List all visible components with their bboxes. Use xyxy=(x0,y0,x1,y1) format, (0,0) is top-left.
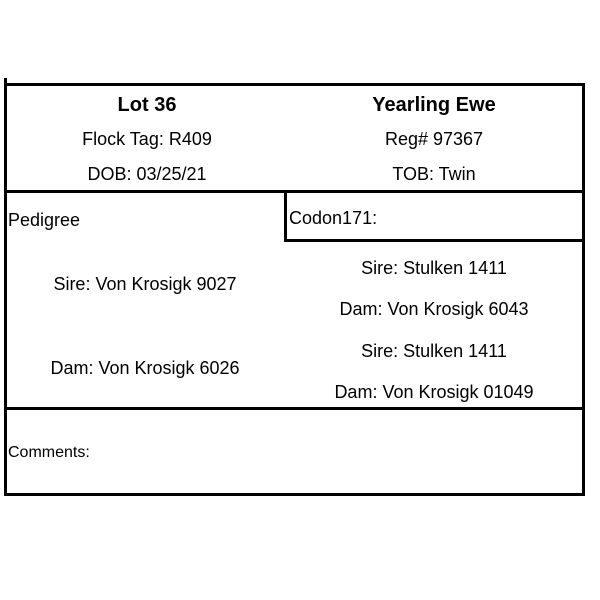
dam: Dam: Von Krosigk 6026 xyxy=(50,358,240,378)
pedigree-label: Pedigree xyxy=(8,210,81,230)
dam-dam: Dam: Von Krosigk 01049 xyxy=(334,382,534,402)
card-bottom-border xyxy=(5,493,585,496)
type-of-birth: TOB: Twin xyxy=(392,164,476,184)
codon-box-bottom-border xyxy=(284,239,585,242)
flock-tag: Flock Tag: R409 xyxy=(82,129,212,149)
sire: Sire: Von Krosigk 9027 xyxy=(53,274,237,294)
card-left-border xyxy=(4,78,7,496)
date-of-birth: DOB: 03/25/21 xyxy=(87,164,207,184)
animal-class: Yearling Ewe xyxy=(372,94,496,116)
card-top-border xyxy=(5,83,585,86)
comments-label: Comments: xyxy=(8,444,90,461)
comments-divider xyxy=(5,407,585,410)
header-divider xyxy=(5,190,585,193)
codon-box-left-border xyxy=(284,190,287,242)
lot-number: Lot 36 xyxy=(117,94,177,116)
codon-label: Codon171: xyxy=(289,208,378,228)
sire-sire: Sire: Stulken 1411 xyxy=(361,258,507,278)
sire-dam: Dam: Von Krosigk 6043 xyxy=(339,299,529,319)
card-right-border xyxy=(582,83,585,496)
registration-number: Reg# 97367 xyxy=(384,129,484,149)
dam-sire: Sire: Stulken 1411 xyxy=(361,341,507,361)
